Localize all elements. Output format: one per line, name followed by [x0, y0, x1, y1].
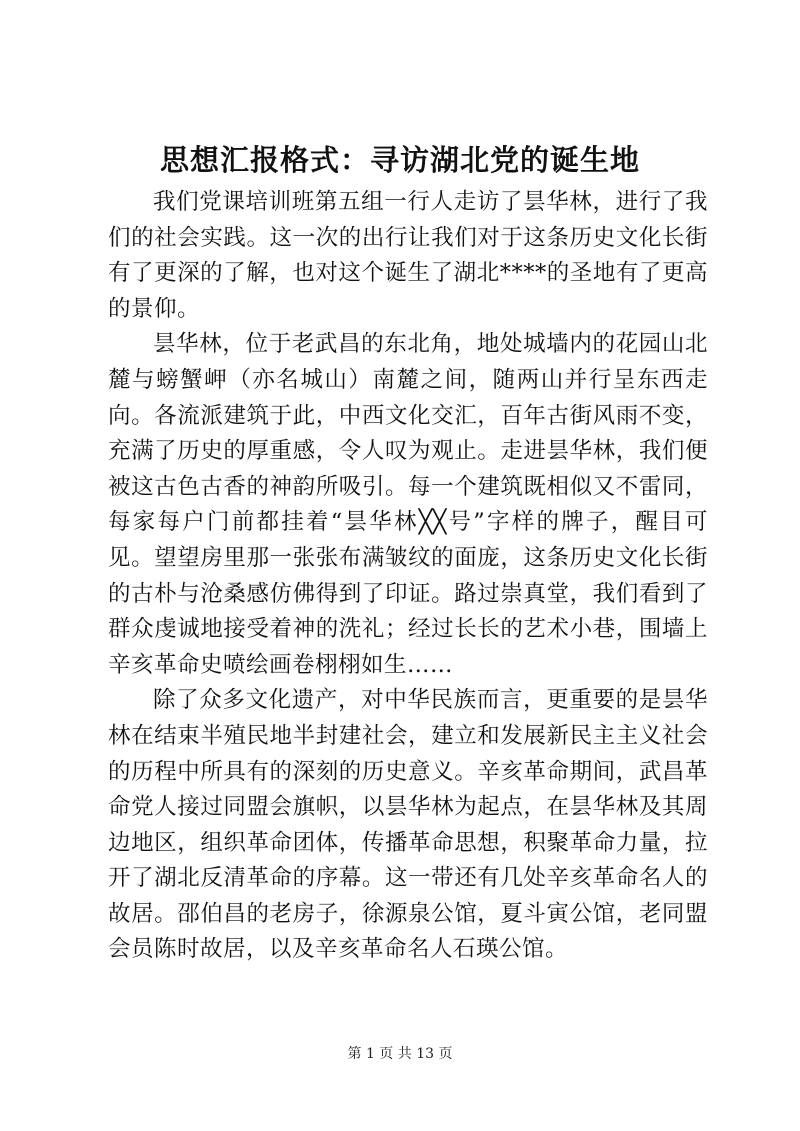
paragraph-1: 我们党课培训班第五组一行人走访了昙华林，进行了我们的社会实践。这一次的出行让我们对于这条历史文化长街有了更深的了解，也对这个诞生了湖北****的圣地有了更高的景仰。: [108, 189, 708, 322]
page-number-footer: 第 1 页 共 13 页: [347, 1046, 453, 1062]
document-title: 思想汇报格式：寻访湖北党的诞生地: [159, 143, 640, 177]
paragraph-3: 除了众多文化遗产，对中华民族而言，更重要的是昙华林在结束半殖民地半封建社会，建立和发展新民主主义社会的历程中所具有的深刻的历史意义。辛亥革命期间，武昌革命党人接过同盟会旗帜，以昙华林为起点，在昙华林及其周边地区，组织革命团体，传播革命思想，积聚革命力量，拉开了湖北反清革命的序幕。这一带还有几处辛亥革命名人的故居。邵伯昌的老房子，徐源泉公馆，夏斗寅公馆，老同盟会员陈时故居，以及辛亥革命名人石瑛公馆。: [108, 687, 708, 963]
paragraph-2: 昙华林，位于老武昌的东北角，地处城墙内的花园山北麓与螃蟹岬（亦名城山）南麓之间，随两山并行呈东西走向。各流派建筑于此，中西文化交汇，百年古街风雨不变，充满了历史的厚重感，令人叹为观止。走进昙华林，我们便被这古色古香的神韵所吸引。每一个建筑既相似又不雷同，每家每户门前都挂着“昙华林╳╳号”字样的牌子，醒目可见。望望房里那一张张布满皱纹的面庞，这条历史文化长街的古朴与沧桑感仿佛得到了印证。路过崇真堂，我们看到了群众虔诚地接受着神的洗礼；经过长长的艺术小巷，围墙上辛亥革命史喷绘画卷栩栩如生……: [108, 331, 708, 678]
document-body: [108, 185, 708, 968]
